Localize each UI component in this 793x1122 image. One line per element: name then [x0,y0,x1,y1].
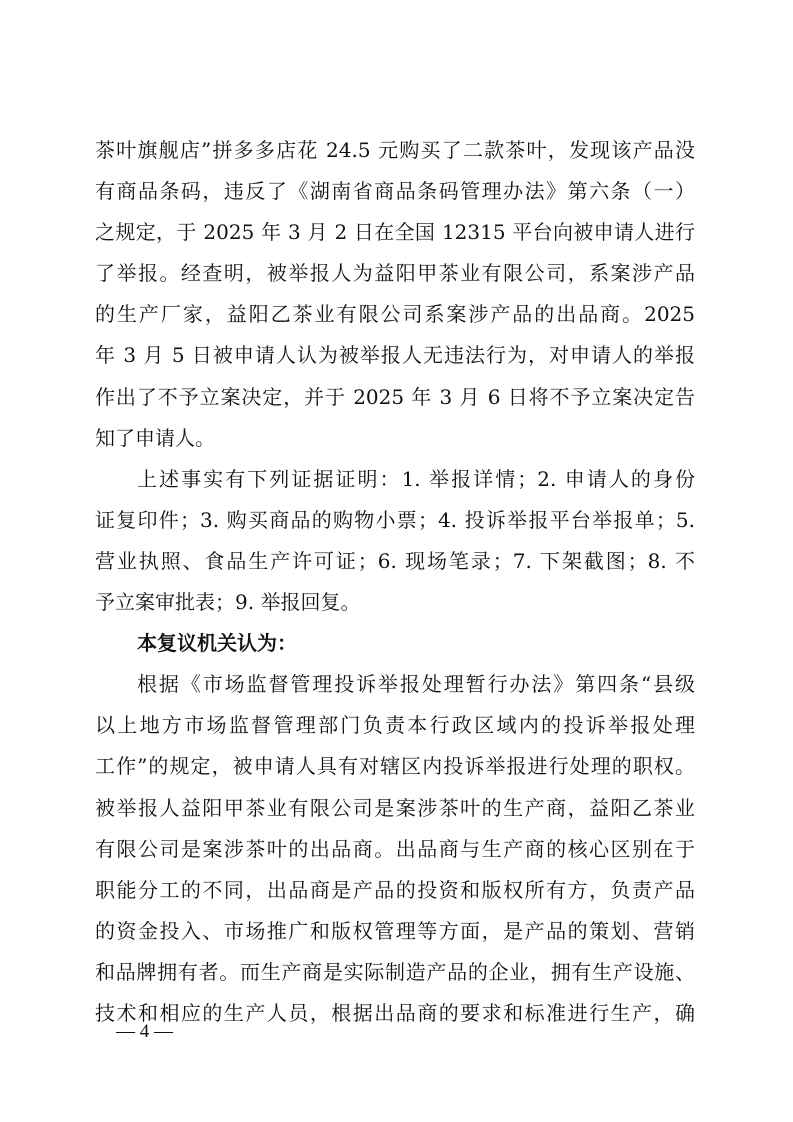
text-line: 的资金投入、市场推广和版权管理等方面，是产品的策划、营销 [95,918,695,943]
text-line: 作出了不予立案决定，并于 2025 年 3 月 6 日将不予立案决定告 [95,384,695,409]
text-line: 茶叶旗舰店”拼多多店花 24.5 元购买了二款茶叶，发现该产品没 [95,138,695,162]
text-line: 有限公司是案涉茶叶的出品商。出品商与生产商的核心区别在于 [95,836,695,861]
paragraph-evidence [95,459,695,623]
page-number: — 4 — [116,1021,173,1042]
text-line: 技术和相应的生产人员，根据出品商的要求和标准进行生产，确 [95,1000,695,1025]
text-line: 知了申请人。 [95,425,215,450]
section-heading: 本复议机关认为： [137,631,297,656]
text-line: 证复印件；3. 购买商品的购物小票；4. 投诉举报平台举报单；5. [95,507,695,532]
text-line: 被举报人益阳甲茶业有限公司是案涉茶叶的生产商，益阳乙茶业 [95,795,695,820]
text-line: 上述事实有下列证据证明：1. 举报详情；2. 申请人的身份 [137,466,695,491]
paragraph-heading [95,623,695,664]
text-line: 予立案审批表；9. 举报回复。 [95,590,361,615]
text-line: 根据《市场监督管理投诉举报处理暂行办法》第四条“县级 [137,672,695,697]
text-line: 工作”的规定，被申请人具有对辖区内投诉举报进行处理的职权。 [95,754,695,779]
body-text [95,130,695,1034]
text-line: 有商品条码，违反了《湖南省商品条码管理办法》第六条（一） [95,179,695,204]
text-line: 职能分工的不同，出品商是产品的投资和版权所有方，负责产品 [95,877,695,902]
text-line: 了举报。经查明，被举报人为益阳甲茶业有限公司，系案涉产品 [95,261,695,286]
text-line: 之规定，于 2025 年 3 月 2 日在全国 12315 平台向被申请人进行 [95,220,695,245]
text-line: 的生产厂家，益阳乙茶业有限公司系案涉产品的出品商。2025 [95,302,695,327]
paragraph-analysis [95,664,695,1034]
text-line: 和品牌拥有者。而生产商是实际制造产品的企业，拥有生产设施、 [95,959,695,984]
paragraph-facts [95,130,695,459]
text-line: 年 3 月 5 日被申请人认为被举报人无违法行为，对申请人的举报 [95,343,695,368]
text-line: 以上地方市场监督管理部门负责本行政区域内的投诉举报处理 [95,713,695,738]
text-line: 营业执照、食品生产许可证；6. 现场笔录；7. 下架截图；8. 不 [95,548,695,573]
